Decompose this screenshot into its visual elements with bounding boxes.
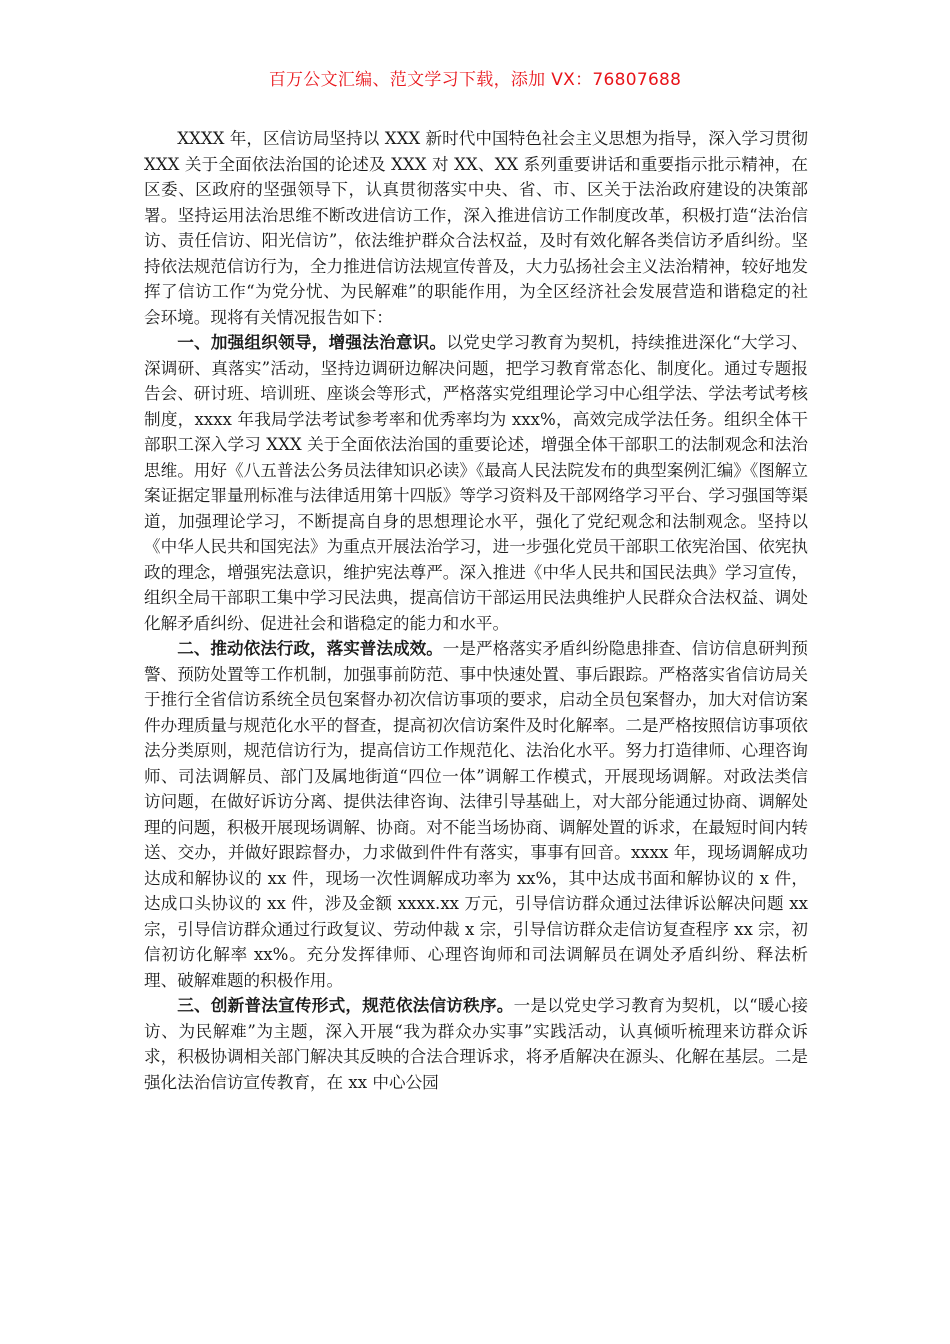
section-2-paragraph [144,636,808,993]
section-2-text: 一是严格落实矛盾纠纷隐患排查、信访信息研判预警、预防处置等工作机制，加强事前防范、事中快速处置、事后跟踪。严格落实省信访局关于推行全省信访系统全员包案督办初次信访事项的要求，启动全员包案督办，加大对信访案件办理质量与规范化水平的督查，提高初次信访案件及时化解率。二是严格按照信访事项依法分类原则，规范信访行为，提高信访工作规范化、法治化水平。努力打造律师、心理咨询师、司法调解员、部门及属地街道“四位一体”调解工作模式，开展现场调解。对政法类信访问题，在做好诉访分离、提供法律咨询、法律引导基础上，对大部分能通过协商、调解处理的问题，积极开展现场调解、协商。对不能当场协商、调解处置的诉求，在最短时间内转送、交办，并做好跟踪督办，力求做到件件有落实，事事有回音。xxxx 年，现场调解成功达成和解协议的 xx 件，现场一次性调解成功率为 xx%，其中达成书面和解协议的 x 件，达成口头协议的 xx 件，涉及金额 xxxx.xx 万元，引导信访群众通过法律诉讼解决问题 xx 宗，引导信访群众通过行政复议、劳动仲裁 x 宗，引导信访群众走信访复查程序 xx 宗，初信初访化解率 xx%。充分发挥律师、心理咨询师和司法调解员在调处矛盾纠纷、释法析理、破解难题的积极作用。 [144,639,809,990]
section-1-paragraph [144,330,808,636]
section-2-heading: 二、推动依法行政，落实普法成效。 [177,638,443,658]
section-3-text: 一是以党史学习教育为契机，以“暖心接访、为民解难”为主题，深入开展“我为群众办实事”实践活动，认真倾听梳理来访群众诉求，积极协调相关部门解决其反映的合法合理诉求，将矛盾解决在源头、化解在基层。二是强化法治信访宣传教育，在 xx 中心公园 [144,996,809,1092]
section-1-text: 以党史学习教育为契机，持续推进深化“大学习、深调研、真落实”活动，坚持边调研边解决问题，把学习教育常态化、制度化。通过专题报告会、研讨班、培训班、座谈会等形式，严格落实党组理论学习中心组学法、学法考试考核制度，xxxx 年我局学法考试参考率和优秀率均为 xxx%，高效完成学法任务。组织全体干部职工深入学习 XXX 关于全面依法治国的重要论述，增强全体干部职工的法制观念和法治思维。用好《八五普法公务员法律知识必读》《最高人民法院发布的典型案例汇编》《图解立案证据定罪量刑标准与法律适用第十四版》等学习资料及干部网络学习平台、学习强国等渠道，加强理论学习，不断提高自身的思想理论水平，强化了党纪观念和法制观念。坚持以《中华人民共和国宪法》为重点开展法治学习，进一步强化党员干部职工依宪治国、依宪执政的理念，增强宪法意识，维护宪法尊严。深入推进《中华人民共和国民法典》学习宣传，组织全局干部职工集中学习民法典，提高信访干部运用民法典维护人民群众合法权益、调处化解矛盾纠纷、促进社会和谐稳定的能力和水平。 [144,333,809,633]
document-body [144,126,808,1095]
section-3-paragraph [144,993,808,1095]
header-banner: 百万公文汇编、范文学习下载，添加 VX：76807688 [268,70,682,90]
section-3-heading: 三、创新普法宣传形式，规范依法信访秩序。 [177,995,514,1015]
section-1-heading: 一、加强组织领导，增强法治意识。 [177,332,447,352]
intro-paragraph: XXXX 年，区信访局坚持以 XXX 新时代中国特色社会主义思想为指导，深入学习贯彻 XXX 关于全面依法治国的论述及 XXX 对 XX、XX 系列重要讲话和重要指示批示精神，在区委、区政府的坚强领导下，认真贯彻落实中央、省、市、区关于法治政府建设的决策部署。坚持运用法治思维不断改进信访工作，深入推进信访工作制度改革，积极打造“法治信访、责任信访、阳光信访”，依法维护群众合法权益，及时有效化解各类信访矛盾纠纷。坚持依法规范信访行为，全力推进信访法规宣传普及，大力弘扬社会主义法治精神，较好地发挥了信访工作“为党分忧、为民解难”的职能作用，为全区经济社会发展营造和谐稳定的社会环境。现将有关情况报告如下： [144,129,808,327]
